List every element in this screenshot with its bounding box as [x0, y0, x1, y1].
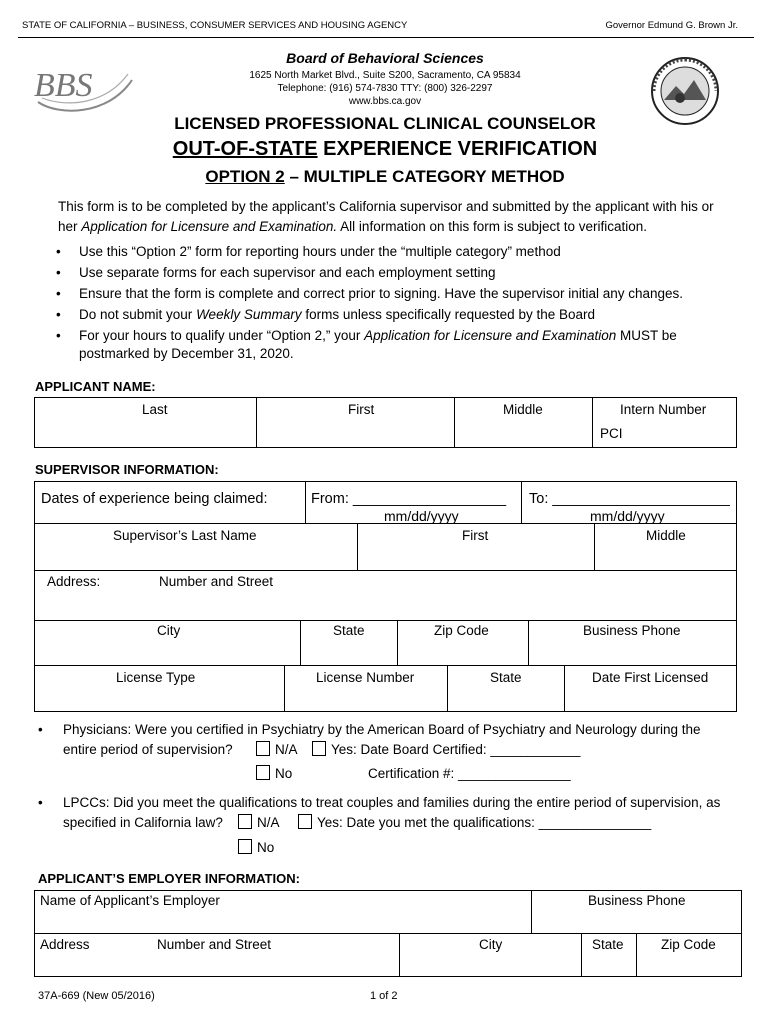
lpcc-no-option[interactable] [238, 838, 274, 858]
na-label: N/A [257, 815, 280, 830]
supervisor-last-label[interactable]: Supervisor’s Last Name [113, 528, 257, 543]
supervisor-address-label[interactable]: Address: [47, 574, 101, 589]
divider [564, 665, 565, 712]
divider [300, 620, 301, 665]
divider [397, 620, 398, 665]
divider [399, 933, 400, 977]
intro-italic: Application for Licensure and Examination. [81, 219, 338, 234]
supervisor-first-label[interactable]: First [462, 528, 489, 543]
intern-number-label[interactable]: Intern Number [620, 402, 707, 417]
lpcc-question: LPCCs: Did you meet the qualifications to treat couples and families during the entire period of supervision, as [63, 795, 721, 810]
yes-label: Yes: Date Board Certified: ____________ [331, 742, 581, 757]
intro-paragraph [58, 197, 728, 237]
page-number: 1 of 2 [370, 990, 398, 1002]
supervisor-state-label[interactable]: State [333, 623, 365, 638]
divider [34, 570, 737, 571]
list-item: • Do not submit your Weekly Summary forms unless specifically requested by the Board [56, 306, 746, 324]
physicians-no-checkbox[interactable] [256, 765, 270, 780]
date-to-format: mm/dd/yyyy [590, 508, 665, 524]
employer-phone-label[interactable]: Business Phone [588, 893, 686, 908]
employer-zip-label[interactable]: Zip Code [661, 937, 716, 952]
divider [531, 890, 532, 933]
physicians-no-option[interactable] [256, 764, 292, 784]
divider [34, 620, 737, 621]
supervisor-middle-label[interactable]: Middle [646, 528, 686, 543]
lpcc-question-cont: specified in California law? [63, 815, 223, 830]
divider [454, 397, 455, 448]
date-to-field[interactable]: To: ______________________ [529, 491, 730, 507]
dates-label: Dates of experience being claimed: [41, 491, 268, 507]
intro-text: This form is to be completed by the applicant’s California supervisor and submitted by the applicant with his or her [58, 199, 714, 234]
divider [447, 665, 448, 712]
option-rest: – MULTIPLE CATEGORY METHOD [284, 167, 565, 186]
divider [34, 523, 737, 524]
divider [256, 397, 257, 448]
list-item: • For your hours to qualify under “Option 2,” your Application for Licensure and Examination MUST be postmarked by December 31, 2020. [56, 327, 746, 363]
license-number-label[interactable]: License Number [316, 670, 415, 685]
employer-city-label[interactable]: City [479, 937, 503, 952]
title-underlined: OUT-OF-STATE [172, 138, 318, 160]
list-item: • Ensure that the form is complete and correct prior to signing. Have the supervisor initial any changes. [56, 285, 746, 303]
date-first-licensed-label[interactable]: Date First Licensed [592, 670, 709, 685]
license-state-label[interactable]: State [490, 670, 522, 685]
supervisor-phone-label[interactable]: Business Phone [583, 623, 681, 638]
divider [528, 620, 529, 665]
bullet: • [38, 722, 43, 737]
svg-text:BBS: BBS [34, 67, 93, 104]
lpcc-yes-option[interactable] [298, 813, 651, 833]
physicians-na-checkbox[interactable] [256, 741, 270, 756]
employer-heading: APPLICANT’S EMPLOYER INFORMATION: [38, 871, 300, 886]
agency-header: STATE OF CALIFORNIA – BUSINESS, CONSUMER SERVICES AND HOUSING AGENCY [22, 20, 408, 31]
divider [592, 397, 593, 448]
lpcc-no-checkbox[interactable] [238, 839, 252, 854]
physicians-na-option[interactable] [256, 740, 298, 760]
supervisor-zip-label[interactable]: Zip Code [434, 623, 489, 638]
lpcc-na-checkbox[interactable] [238, 814, 252, 829]
employer-address-label[interactable]: Address [40, 937, 90, 952]
physicians-yes-option[interactable] [312, 740, 580, 760]
employer-street-label: Number and Street [157, 937, 272, 952]
employer-state-label[interactable]: State [592, 937, 624, 952]
divider [357, 523, 358, 570]
board-name: Board of Behavioral Sciences [286, 50, 484, 66]
applicant-first-label[interactable]: First [348, 402, 375, 417]
form-title-line2 [0, 138, 770, 161]
divider [521, 481, 522, 523]
instruction-list [56, 243, 746, 366]
no-label: No [257, 840, 275, 855]
physicians-question-cont: entire period of supervision? [63, 742, 233, 757]
certification-field[interactable]: Certification #: _______________ [368, 766, 571, 781]
board-website[interactable]: www.bbs.ca.gov [348, 96, 422, 107]
applicant-last-label[interactable]: Last [142, 402, 168, 417]
intro-text-end: All information on this form is subject to verification. [337, 219, 648, 234]
divider [636, 933, 637, 977]
applicant-heading: APPLICANT NAME: [35, 379, 156, 394]
supervisor-street-label: Number and Street [159, 574, 274, 589]
option-underlined: OPTION 2 [205, 167, 285, 186]
physicians-question: Physicians: Were you certified in Psychiatry by the American Board of Psychiatry and Neurology during the [63, 722, 701, 737]
applicant-middle-label[interactable]: Middle [503, 402, 543, 417]
list-item: • Use separate forms for each supervisor and each employment setting [56, 264, 746, 282]
form-title-line3 [0, 167, 770, 187]
date-from-field[interactable]: From: ___________________ [311, 491, 507, 507]
title-rest: EXPERIENCE VERIFICATION [317, 138, 598, 160]
form-title-line1: LICENSED PROFESSIONAL CLINICAL COUNSELOR [174, 114, 596, 133]
divider [34, 665, 737, 666]
governor-header: Governor Edmund G. Brown Jr. [605, 20, 738, 31]
no-label: No [275, 766, 293, 781]
employer-name-label[interactable]: Name of Applicant’s Employer [40, 893, 220, 908]
date-from-format: mm/dd/yyyy [384, 508, 459, 524]
physicians-yes-checkbox[interactable] [312, 741, 326, 756]
divider [305, 481, 306, 523]
form-number: 37A-669 (New 05/2016) [38, 990, 155, 1002]
bullet: • [38, 795, 43, 810]
pci-prefix: PCI [600, 426, 623, 441]
divider [594, 523, 595, 570]
board-phone: Telephone: (916) 574-7830 TTY: (800) 326-2297 [277, 83, 493, 94]
supervisor-heading: SUPERVISOR INFORMATION: [35, 462, 219, 477]
board-address: 1625 North Market Blvd., Suite S200, Sacramento, CA 95834 [249, 70, 521, 81]
license-type-label[interactable]: License Type [116, 670, 196, 685]
yes-label: Yes: Date you met the qualifications: _______________ [317, 815, 652, 830]
supervisor-city-label[interactable]: City [157, 623, 181, 638]
na-label: N/A [275, 742, 298, 757]
lpcc-yes-checkbox[interactable] [298, 814, 312, 829]
divider [581, 933, 582, 977]
list-item: • Use this “Option 2” form for reporting hours under the “multiple category” method [56, 243, 746, 261]
header-divider [18, 37, 754, 38]
lpcc-na-option[interactable] [238, 813, 280, 833]
divider [284, 665, 285, 712]
